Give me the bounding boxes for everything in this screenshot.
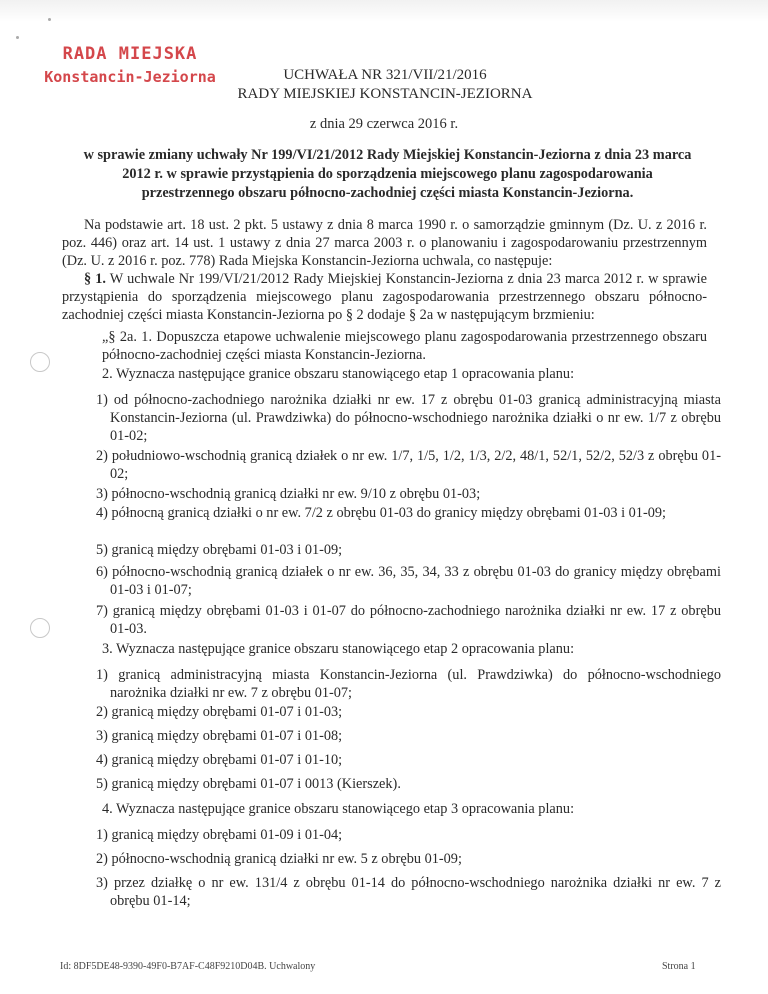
document-header bbox=[215, 66, 555, 104]
stage-2-item: 2) granicą między obrębami 01-07 i 01-03; bbox=[96, 704, 343, 720]
stage-2-intro: 3. Wyznacza następujące granice obszaru stanowiącego etap 2 opracowania planu: bbox=[102, 641, 575, 657]
stage-1-item: 1) od północno-zachodniego narożnika działki nr ew. 17 z obrębu 01-03 granicą administracyjną miasta Konstancin-Jeziorna (ul. Prawdziwka) do północno-wschodniego narożnika działki o nr ew. 1/7 z obrębu 01-02; bbox=[96, 392, 721, 444]
scan-speck bbox=[48, 18, 51, 21]
document-id: Id: 8DF5DE48-9390-49F0-B7AF-C48F9210D04B. Uchwalony bbox=[60, 961, 316, 972]
stage-1-item: 2) południowo-wschodnią granicą działek o nr ew. 1/7, 1/5, 1/2, 1/3, 2/2, 48/1, 52/1, 52/2, 52/3 z obrębu 01-02; bbox=[96, 448, 721, 482]
resolution-subject: w sprawie zmiany uchwały Nr 199/VI/21/2012 Rady Miejskiej Konstancin-Jeziorna z dnia 23 marca 2012 r. w sprawie przystąpienia do sporządzenia miejscowego planu zagospodarowania przestrzennego obszaru północno-zachodniej części miasta Konstancin-Jeziorna. bbox=[83, 147, 692, 201]
section-1 bbox=[62, 270, 707, 324]
stamp-line-1: RADA MIEJSKA bbox=[62, 44, 198, 64]
council-name: RADY MIEJSKIEJ KONSTANCIN-JEZIORNA bbox=[237, 86, 533, 102]
section-1-label: § 1. bbox=[84, 271, 106, 287]
council-stamp bbox=[40, 44, 220, 86]
scan-speck bbox=[16, 36, 19, 39]
paragraph-2a: „§ 2a. 1. Dopuszcza etapowe uchwalenie miejscowego planu zagospodarowania przestrzennego obszaru północno-zachodniej części miasta Konstancin-Jeziorna. bbox=[102, 329, 707, 363]
punch-hole bbox=[30, 352, 50, 372]
stage-3-item: 3) przez działkę o nr ew. 131/4 z obrębu 01-14 do północno-wschodniego narożnika działki nr ew. 7 z obrębu 01-14; bbox=[96, 875, 721, 909]
stage-3-item: 2) północno-wschodnią granicą działki nr ew. 5 z obrębu 01-09; bbox=[96, 851, 462, 867]
stage-1-intro: 2. Wyznacza następujące granice obszaru stanowiącego etap 1 opracowania planu: bbox=[102, 366, 575, 382]
stage-2-item: 1) granicą administracyjną miasta Konstancin-Jeziorna (ul. Prawdziwka) do północno-wschodniego narożnika działki nr ew. 7 z obrębu 01-07; bbox=[96, 667, 721, 701]
stage-1-item: 4) północną granicą działki o nr ew. 7/2 z obrębu 01-03 do granicy między obrębami 01-03 i 01-09; bbox=[96, 505, 666, 521]
stage-3-item: 1) granicą między obrębami 01-09 i 01-04; bbox=[96, 827, 343, 843]
stage-1-item: 7) granicą między obrębami 01-03 i 01-07 do północno-zachodniego narożnika działki nr ew. 17 z obrębu 01-03. bbox=[96, 603, 721, 637]
stage-2-item: 3) granicą między obrębami 01-07 i 01-08; bbox=[96, 728, 343, 744]
stamp-line-2: Konstancin-Jeziorna bbox=[44, 68, 216, 86]
stage-2-item: 4) granicą między obrębami 01-07 i 01-10; bbox=[96, 752, 343, 768]
stage-1-item: 3) północno-wschodnią granicą działki nr ew. 9/10 z obrębu 01-03; bbox=[96, 486, 481, 502]
stage-3-intro: 4. Wyznacza następujące granice obszaru stanowiącego etap 3 opracowania planu: bbox=[102, 801, 575, 817]
stage-1-item: 5) granicą między obrębami 01-03 i 01-09; bbox=[96, 542, 343, 558]
stage-2-item: 5) granicą między obrębami 01-07 i 0013 (Kierszek). bbox=[96, 776, 401, 792]
resolution-title: UCHWAŁA NR 321/VII/21/2016 bbox=[283, 67, 487, 83]
scan-edge bbox=[0, 0, 768, 22]
page-number: Strona 1 bbox=[662, 961, 696, 972]
resolution-date: z dnia 29 czerwca 2016 r. bbox=[309, 116, 459, 132]
stage-1-item: 6) północno-wschodnią granicą działek o nr ew. 36, 35, 34, 33 z obrębu 01-03 do granicy między obrębami 01-03 i 01-07; bbox=[96, 564, 721, 598]
punch-hole bbox=[30, 618, 50, 638]
preamble: Na podstawie art. 18 ust. 2 pkt. 5 ustawy z dnia 8 marca 1990 r. o samorządzie gminnym (Dz. U. z 2016 r. poz. 446) oraz art. 14 ust. 1 ustawy z dnia 27 marca 2003 r. o planowaniu i zagospodarowaniu przestrzennym (Dz. U. z 2016 r. poz. 778) Rada Miejska Konstancin-Jeziorna uchwala, co następuje: bbox=[62, 217, 707, 269]
section-1-text: W uchwale Nr 199/VI/21/2012 Rady Miejskiej Konstancin-Jeziorna z dnia 23 marca 2012 r. w sprawie przystąpienia do sporządzenia miejscowego planu zagospodarowania przestrzennego obszaru północno-zachodniej części miasta Konstancin-Jeziorna po § 2 dodaje § 2a w następującym brzmieniu: bbox=[62, 271, 707, 323]
